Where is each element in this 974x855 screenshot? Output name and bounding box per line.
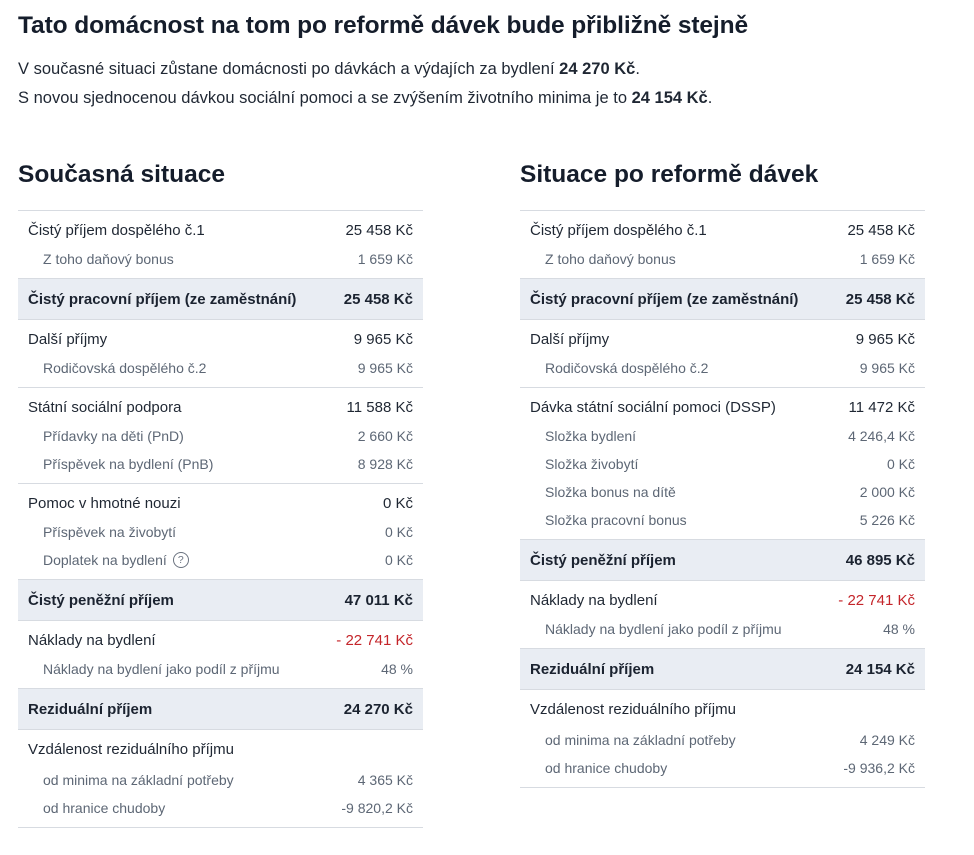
row-label: Příspěvek na bydlení (PnB) — [43, 456, 214, 472]
summary-text: . — [635, 60, 640, 78]
section-title: Situace po reformě dávek — [520, 161, 819, 188]
row-label: Čistý peněžní příjem — [28, 591, 174, 609]
reform-table — [520, 210, 925, 788]
row-label: Rodičovská dospělého č.2 — [43, 360, 207, 376]
summary — [18, 55, 974, 113]
row-value: 25 458 Kč — [345, 221, 413, 239]
table-row — [18, 625, 423, 655]
row-value-negative: - 22 741 Kč — [838, 591, 915, 609]
table-subrow — [520, 754, 925, 782]
dssp-group — [520, 388, 925, 540]
table-row — [18, 215, 423, 245]
row-value: 0 Kč — [384, 524, 413, 540]
state-support-group — [18, 388, 423, 484]
total-row — [520, 279, 925, 320]
row-value: 25 458 Kč — [845, 290, 915, 308]
table-row — [520, 694, 925, 724]
table-subrow — [18, 245, 423, 273]
row-value: 4 365 Kč — [357, 772, 413, 788]
row-label: od minima na základní potřeby — [545, 732, 736, 748]
row-label: Příspěvek na živobytí — [43, 524, 177, 540]
section-title: Současná situace — [18, 161, 225, 188]
residual-distance-group — [520, 690, 925, 788]
row-label: Složka živobytí — [545, 456, 639, 472]
row-value: 9 965 Kč — [357, 360, 413, 376]
row-label: Rodičovská dospělého č.2 — [545, 360, 709, 376]
row-label: Reziduální příjem — [530, 660, 655, 678]
row-label: Složka pracovní bonus — [545, 512, 687, 528]
income-adult1-group — [18, 211, 423, 279]
other-income-group — [18, 320, 423, 388]
row-value: 4 249 Kč — [859, 732, 915, 748]
table-subrow — [520, 450, 925, 478]
row-value: 1 659 Kč — [357, 251, 413, 267]
row-label: Další příjmy — [530, 330, 610, 348]
material-need-group — [18, 484, 423, 580]
row-label: Státní sociální podpora — [28, 398, 182, 416]
row-label: Čistý pracovní příjem (ze zaměstnání) — [530, 290, 799, 308]
row-value: 8 928 Kč — [357, 456, 413, 472]
row-label: Dávka státní sociální pomoci (DSSP) — [530, 398, 776, 416]
table-row — [520, 324, 925, 354]
summary-text: S novou sjednocenou dávkou sociální pomoci a se zvýšením životního minima je to — [18, 89, 632, 107]
summary-line-current — [18, 55, 974, 84]
summary-current-value: 24 270 Kč — [559, 60, 636, 78]
housing-costs-group — [18, 621, 423, 689]
residual-distance-group — [18, 730, 423, 828]
summary-text: . — [707, 89, 713, 107]
row-label: Vzdálenost reziduálního příjmu — [530, 700, 736, 718]
row-label: Z toho daňový bonus — [545, 251, 676, 267]
table-subrow — [18, 794, 423, 822]
table-subrow — [18, 450, 423, 478]
row-value: 2 660 Kč — [357, 428, 413, 444]
current-table — [18, 210, 423, 828]
row-value: 9 965 Kč — [855, 330, 915, 348]
total-row — [18, 279, 423, 320]
row-label: od hranice chudoby — [43, 800, 166, 816]
summary-reform-value: 24 154 Kč — [631, 89, 708, 107]
row-label: Reziduální příjem — [28, 700, 153, 718]
current-situation-panel — [18, 158, 423, 828]
table-subrow — [18, 546, 423, 574]
row-label: Další příjmy — [28, 330, 108, 348]
row-label: Čistý příjem dospělého č.1 — [28, 221, 205, 239]
row-label: Náklady na bydlení — [28, 631, 156, 649]
total-row — [520, 540, 925, 581]
help-icon[interactable]: ? — [173, 552, 189, 568]
income-adult1-group — [520, 211, 925, 279]
table-subrow — [520, 354, 925, 382]
reform-situation-panel — [520, 158, 925, 788]
row-value: 0 Kč — [384, 552, 413, 568]
table-subrow — [18, 655, 423, 683]
table-subrow — [520, 726, 925, 754]
row-label: Čistý příjem dospělého č.1 — [530, 221, 707, 239]
table-row — [18, 324, 423, 354]
table-subrow — [520, 615, 925, 643]
row-label: Pomoc v hmotné nouzi — [28, 494, 181, 512]
row-value: 48 % — [381, 661, 413, 677]
row-label: Čistý pracovní příjem (ze zaměstnání) — [28, 290, 297, 308]
table-subrow — [520, 506, 925, 534]
row-label: Složka bydlení — [545, 428, 637, 444]
table-subrow — [18, 422, 423, 450]
summary-line-reform — [18, 84, 974, 113]
row-value: -9 820,2 Kč — [341, 800, 413, 816]
row-value: 11 588 Kč — [346, 398, 413, 416]
row-value: 0 Kč — [886, 456, 915, 472]
row-value: 5 226 Kč — [859, 512, 915, 528]
total-row — [18, 689, 423, 730]
row-value: 2 000 Kč — [859, 484, 915, 500]
table-row — [520, 585, 925, 615]
total-row — [18, 580, 423, 621]
row-value: 48 % — [883, 621, 915, 637]
table-subrow — [18, 766, 423, 794]
row-value: 25 458 Kč — [343, 290, 413, 308]
row-label: od hranice chudoby — [545, 760, 668, 776]
row-value: 4 246,4 Kč — [848, 428, 915, 444]
table-row — [520, 215, 925, 245]
row-label: Čistý peněžní příjem — [530, 551, 676, 569]
table-subrow — [520, 422, 925, 450]
row-value: 0 Kč — [382, 494, 413, 512]
table-row — [18, 392, 423, 422]
row-label-text: Doplatek na bydlení — [43, 552, 167, 568]
row-value: 24 270 Kč — [343, 700, 413, 718]
table-subrow — [18, 518, 423, 546]
row-label: Náklady na bydlení jako podíl z příjmu — [545, 621, 782, 637]
row-value: 25 458 Kč — [847, 221, 915, 239]
row-value: 24 154 Kč — [845, 660, 915, 678]
table-row — [520, 392, 925, 422]
row-value: 9 965 Kč — [859, 360, 915, 376]
row-value: 47 011 Kč — [344, 591, 413, 609]
row-value: 46 895 Kč — [845, 551, 915, 569]
row-label: Složka bonus na dítě — [545, 484, 676, 500]
row-value: 9 965 Kč — [353, 330, 413, 348]
row-label: Náklady na bydlení — [530, 591, 658, 609]
total-row — [520, 649, 925, 690]
summary-text: V současné situaci zůstane domácnosti po dávkách a výdajích za bydlení — [18, 60, 560, 78]
page-title: Tato domácnost na tom po reformě dávek bude přibližně stejně — [18, 12, 749, 39]
table-row — [18, 488, 423, 518]
other-income-group — [520, 320, 925, 388]
row-label: od minima na základní potřeby — [43, 772, 234, 788]
row-label: Vzdálenost reziduálního příjmu — [28, 740, 234, 758]
row-label — [43, 552, 189, 568]
row-label: Náklady na bydlení jako podíl z příjmu — [43, 661, 280, 677]
row-label: Přídavky na děti (PnD) — [43, 428, 184, 444]
table-subrow — [520, 478, 925, 506]
row-value: -9 936,2 Kč — [843, 760, 915, 776]
page — [0, 0, 974, 113]
row-value: 1 659 Kč — [859, 251, 915, 267]
row-value: 11 472 Kč — [848, 398, 915, 416]
housing-costs-group — [520, 581, 925, 649]
table-subrow — [18, 354, 423, 382]
row-label: Z toho daňový bonus — [43, 251, 174, 267]
row-value-negative: - 22 741 Kč — [336, 631, 413, 649]
table-subrow — [520, 245, 925, 273]
table-row — [18, 734, 423, 764]
